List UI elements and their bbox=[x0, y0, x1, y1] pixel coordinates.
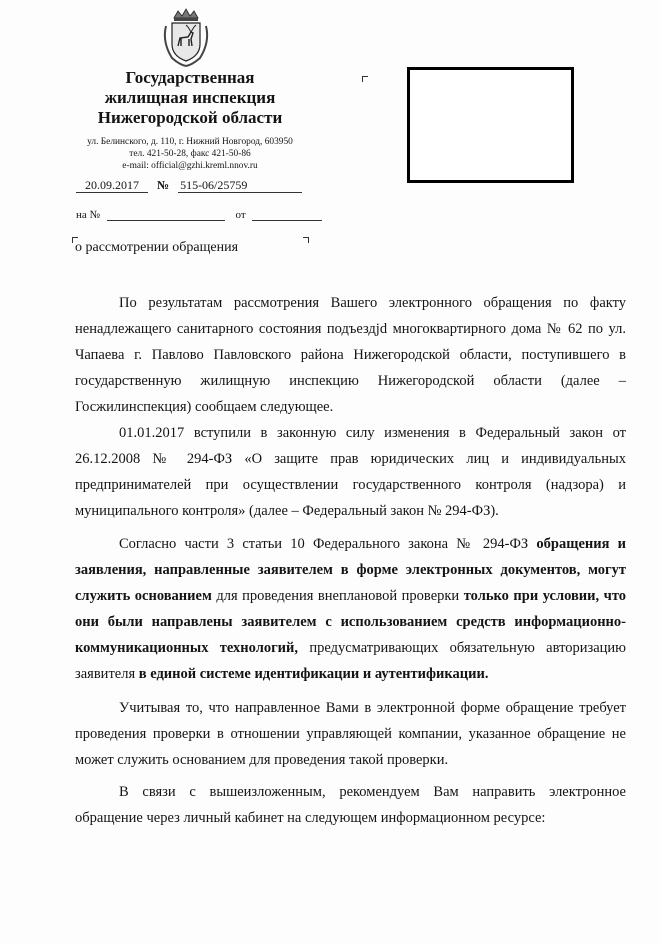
address-corner-mark-left bbox=[362, 76, 368, 82]
org-title-line-1: Государственная bbox=[125, 68, 255, 87]
paragraph-3-part-a: Согласно части 3 статьи 10 Федерального закона № 294-ФЗ bbox=[119, 536, 529, 552]
paragraph-3-part-d: только при условии, что они были направлены заявителем с использованием средств информационно-коммуникационных технологий, bbox=[75, 588, 627, 656]
organization-title bbox=[66, 68, 314, 128]
letter-subject: о рассмотрении обращения bbox=[75, 240, 239, 255]
subject-corner-mark-right bbox=[303, 237, 309, 243]
paragraph-3-part-c: для проведения внеплановой проверки bbox=[216, 588, 460, 604]
number-label: № bbox=[157, 178, 170, 192]
from-label: от bbox=[235, 209, 246, 221]
org-phone: тел. 421-50-28, факс 421-50-86 bbox=[129, 149, 251, 159]
org-address: ул. Белинского, д. 110, г. Нижний Новгород, 603950 bbox=[87, 137, 293, 147]
in-reply-value bbox=[107, 207, 225, 221]
from-value bbox=[252, 207, 322, 221]
paragraph-4: Учитывая то, что направленное Вами в электронной форме обращение требует проведения проверки в отношении управляющей компании, указанное обращение не может служить основанием для проведения такой проверки. bbox=[75, 700, 626, 768]
org-title-line-2: жилищная инспекция bbox=[104, 88, 276, 107]
organization-contacts bbox=[66, 136, 314, 172]
coat-of-arms-emblem bbox=[160, 8, 212, 68]
paragraph-2: 01.01.2017 вступили в законную силу изменения в Федеральный закон от 26.12.2008 № 294-ФЗ «О защите прав юридических лиц и индивидуальных предпринимателей при осуществлении государственного контроля (надзора) и муниципального контроля» (далее – Федеральный закон № 294-ФЗ). bbox=[75, 425, 626, 519]
letter-body bbox=[75, 290, 626, 831]
org-email: e-mail: official@gzhi.kreml.nnov.ru bbox=[122, 161, 258, 171]
paragraph-3-part-f: в единой системе идентификации и аутентификации. bbox=[138, 666, 489, 682]
paragraph-5: В связи с вышеизложенным, рекомендуем Вам направить электронное обращение через личный кабинет на следующем информационном ресурсе: bbox=[75, 784, 626, 826]
paragraph-3-part-b: обращения и заявления, направленные заявителем в форме электронных документов, могут служить основанием bbox=[75, 536, 627, 604]
paragraph-1: По результатам рассмотрения Вашего электронного обращения по факту ненадлежащего санитарного состояния подъездjd многоквартирного дома № 62 по ул. Чапаева г. Павлово Павловского района Нижегородской области, поступившего в государственную жилищную инспекцию Нижегородской области (далее – Госжилинспекция) сообщаем следующее. bbox=[75, 295, 626, 415]
outgoing-date: 20.09.2017 bbox=[76, 179, 148, 193]
incoming-reference bbox=[76, 207, 322, 221]
outgoing-reference bbox=[76, 178, 302, 193]
org-title-line-3: Нижегородской области bbox=[97, 108, 283, 127]
paragraph-3-part-e: предусматривающих обязательную авторизацию заявителя bbox=[75, 640, 627, 682]
in-reply-label: на № bbox=[76, 209, 101, 221]
paragraph-3 bbox=[75, 531, 626, 687]
redacted-addressee-box bbox=[407, 67, 574, 183]
outgoing-number: 515-06/25759 bbox=[178, 179, 302, 193]
